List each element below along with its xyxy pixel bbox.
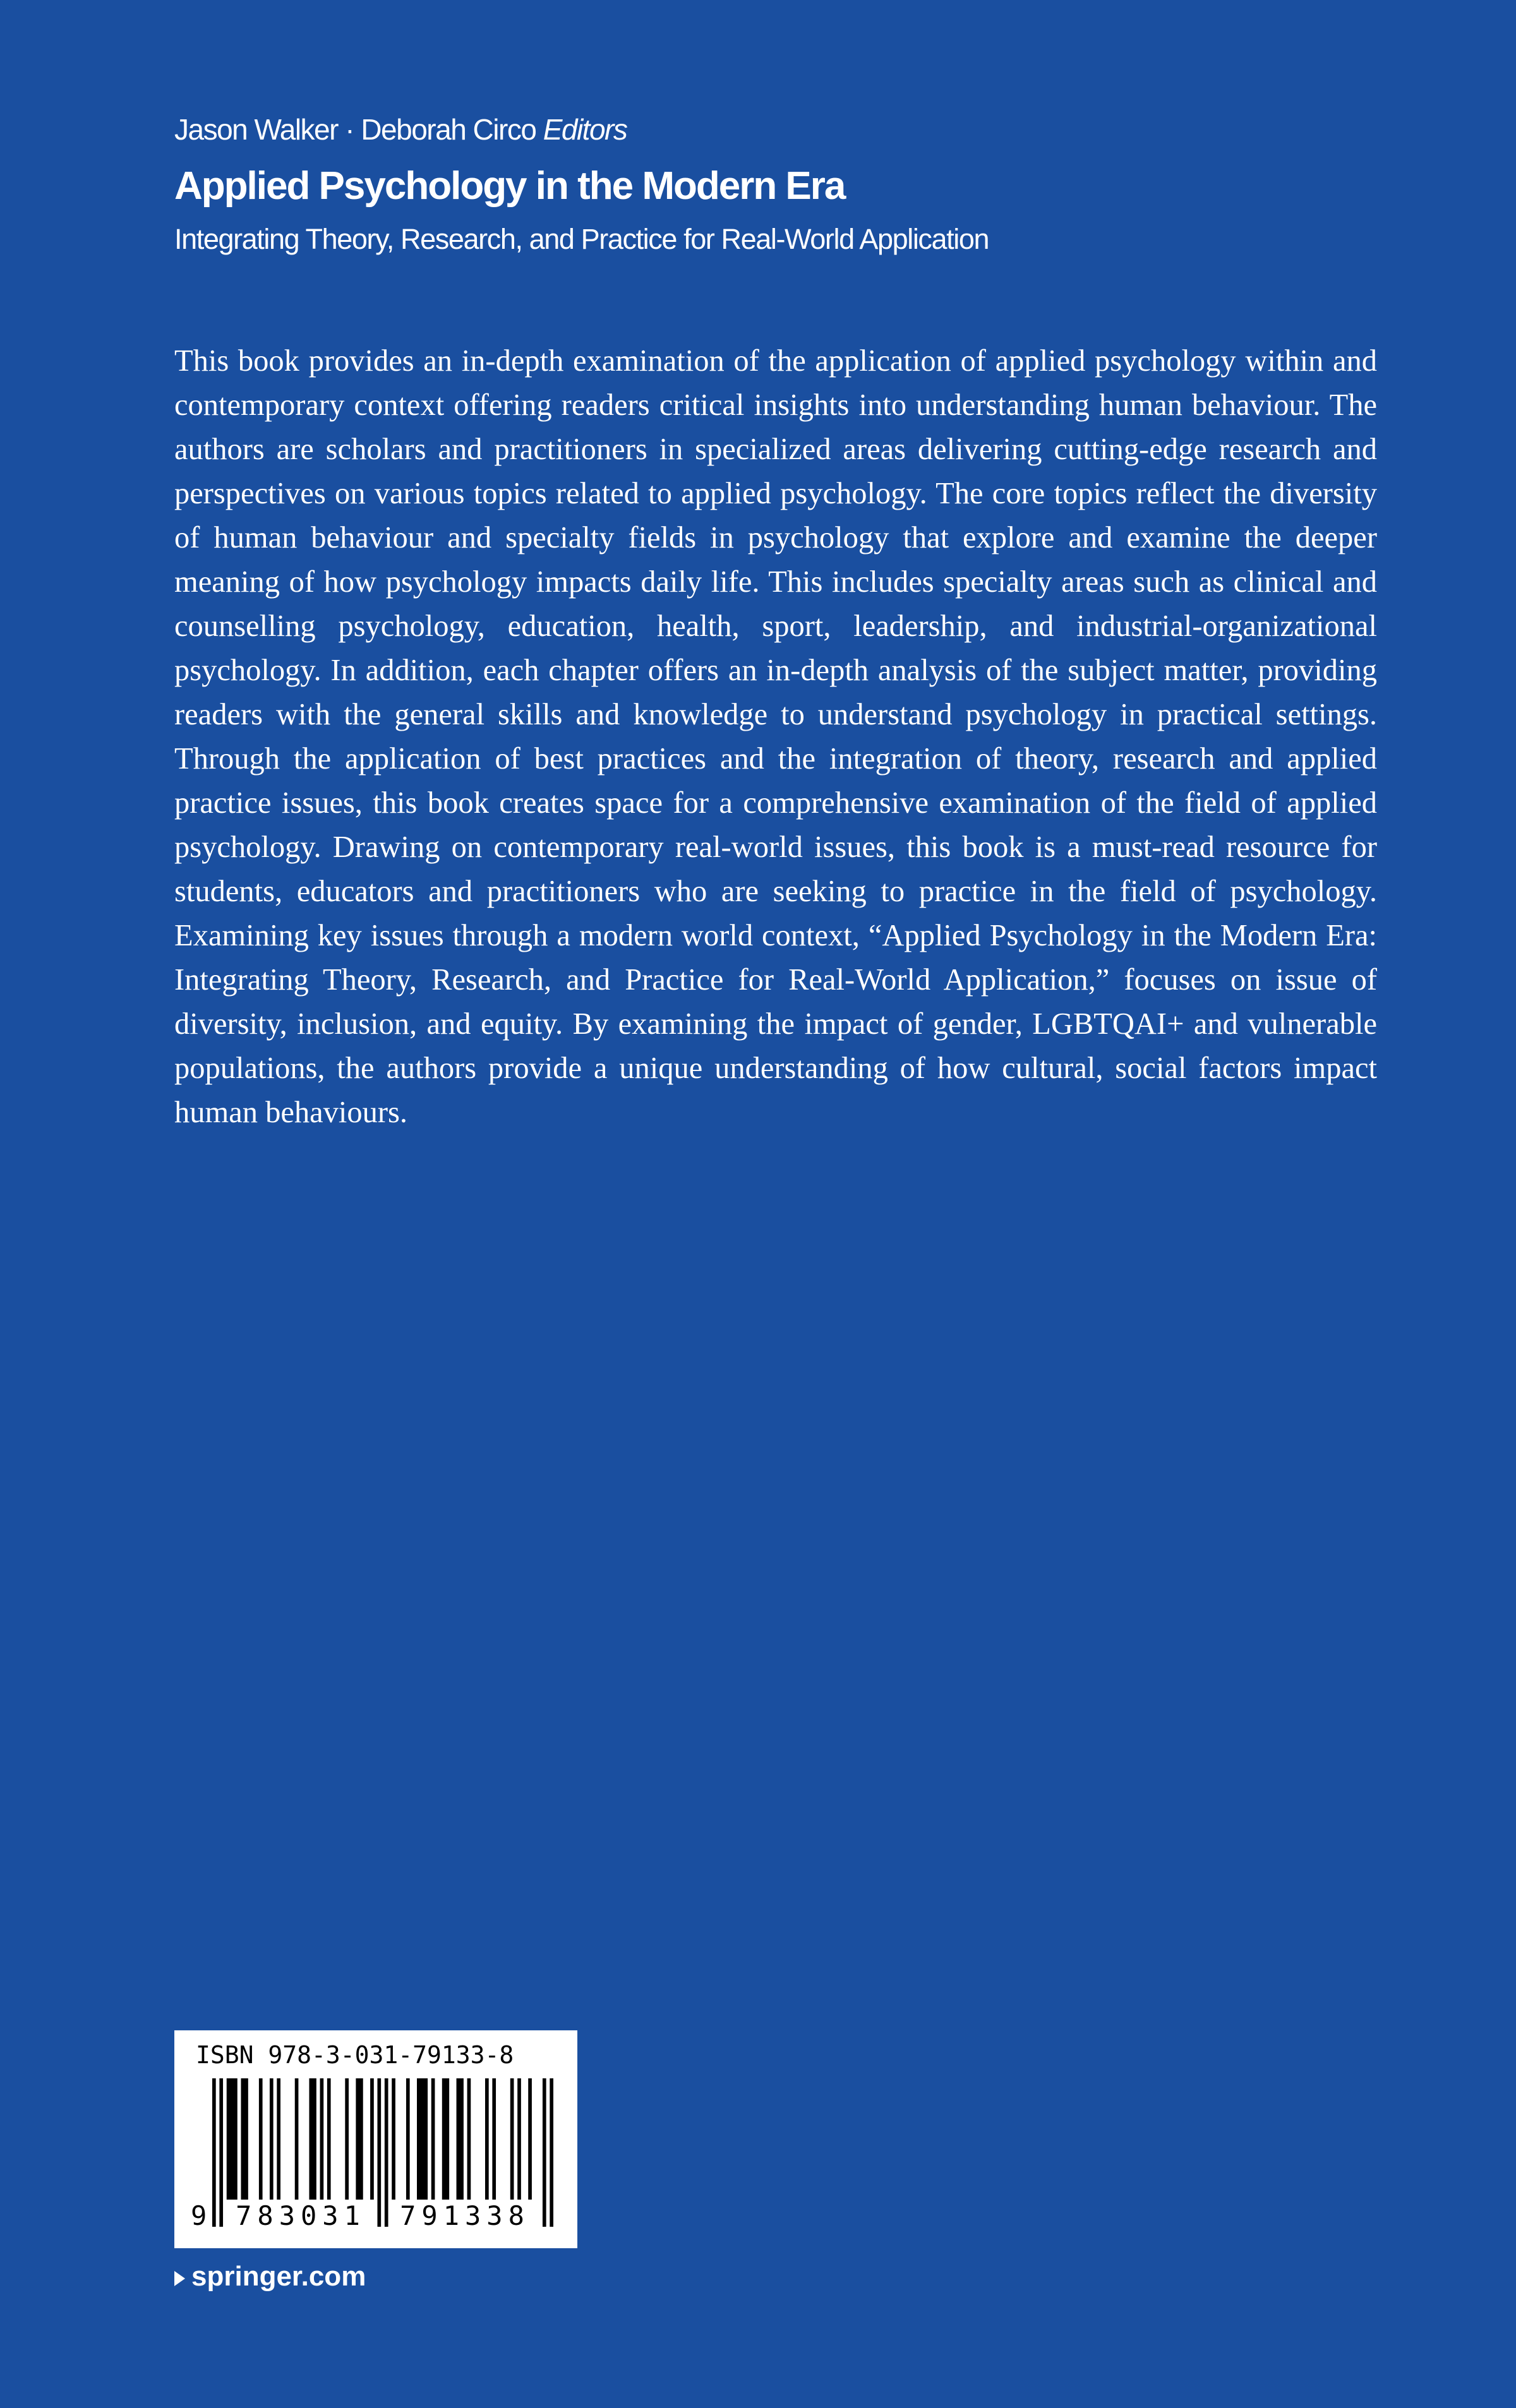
barcode-bar-12 <box>356 2078 363 2203</box>
barcode-bar-10 <box>327 2078 331 2203</box>
barcode-bar-21 <box>457 2078 464 2203</box>
publisher-link[interactable] <box>174 2258 366 2296</box>
barcode-bar-26 <box>517 2078 521 2203</box>
barcode-bar-4 <box>259 2078 263 2203</box>
isbn-barcode <box>174 2030 577 2248</box>
barcode-bar-9 <box>320 2078 324 2203</box>
barcode-bar-5 <box>270 2078 274 2203</box>
barcode-bar-15 <box>385 2078 388 2227</box>
book-description: This book provides an in-depth examination of the application of applied psychology within and contemporary context offering readers critical insights into understanding human behaviour. The authors are scholars and practitioners in specialized areas delivering cutting-edge research and perspectives on various topics related to applied psychology. The core topics reflect the diversity of human behaviour and specialty fields in psychology that explore and examine the deeper meaning of how psychology impacts daily life. This includes specialty areas such as clinical and counselling psychology, education, health, sport, leadership, and industrial-organizational psychology. In addition, each chapter offers an in-depth analysis of the subject matter, providing readers with the general skills and knowledge to understand psychology in practical settings. Through the application of best practices and the integration of theory, research and applied practice issues, this book creates space for a comprehensive examination of the field of applied psychology. Drawing on contemporary real-world issues, this book is a must-read resource for students, educators and practitioners who are seeking to practice in the field of psychology. Examining key issues through a modern world context, “Applied Psychology in the Modern Era: Integrating Theory, Research, and Practice for Real-World Application,” focuses on issue of diversity, inclusion, and equity. By examining the impact of gender, LGBTQAI+ and vulnerable populations, the authors provide a unique understanding of how cultural, social factors impact human behaviours. <box>174 344 1377 1129</box>
editors-line <box>174 107 627 152</box>
barcode-bar-16 <box>392 2078 395 2203</box>
editors-role: Editors <box>543 113 627 146</box>
barcode-bar-14 <box>377 2078 381 2227</box>
book-title: Applied Psychology in the Modern Era <box>174 164 845 208</box>
barcode-bar-18 <box>417 2078 428 2203</box>
barcode-bar-3 <box>241 2078 248 2203</box>
barcode-bar-25 <box>510 2078 514 2203</box>
barcode-bar-29 <box>550 2078 553 2227</box>
barcode-bar-22 <box>467 2078 471 2203</box>
barcode-bar-0 <box>212 2078 216 2227</box>
barcode-bar-7 <box>295 2078 299 2203</box>
barcode-bar-27 <box>528 2078 532 2203</box>
barcode-bar-17 <box>406 2078 410 2203</box>
editor-names: Jason Walker · Deborah Circo <box>174 113 536 146</box>
barcode-bar-28 <box>543 2078 546 2227</box>
barcode-bar-8 <box>309 2078 316 2203</box>
barcode-bar-6 <box>277 2078 280 2203</box>
barcode-bar-19 <box>431 2078 435 2203</box>
isbn-label: ISBN 978-3-031-79133-8 <box>196 2041 514 2069</box>
barcode-bar-2 <box>227 2078 238 2203</box>
barcode-bar-20 <box>442 2078 449 2203</box>
book-subtitle: Integrating Theory, Research, and Practice for Real-World Application <box>174 223 989 255</box>
ean-first-digit: 9 <box>191 2200 207 2231</box>
barcode-bar-13 <box>370 2078 374 2203</box>
barcode-bar-24 <box>492 2078 496 2203</box>
triangle-arrow-icon <box>174 2271 185 2286</box>
barcode-bar-1 <box>219 2078 223 2227</box>
barcode-bar-11 <box>345 2078 349 2203</box>
ean-right-digits: 791338 <box>390 2200 539 2232</box>
barcode-bar-23 <box>485 2078 489 2203</box>
publisher-url: springer.com <box>191 2261 366 2292</box>
ean-left-digits: 783031 <box>226 2200 375 2232</box>
